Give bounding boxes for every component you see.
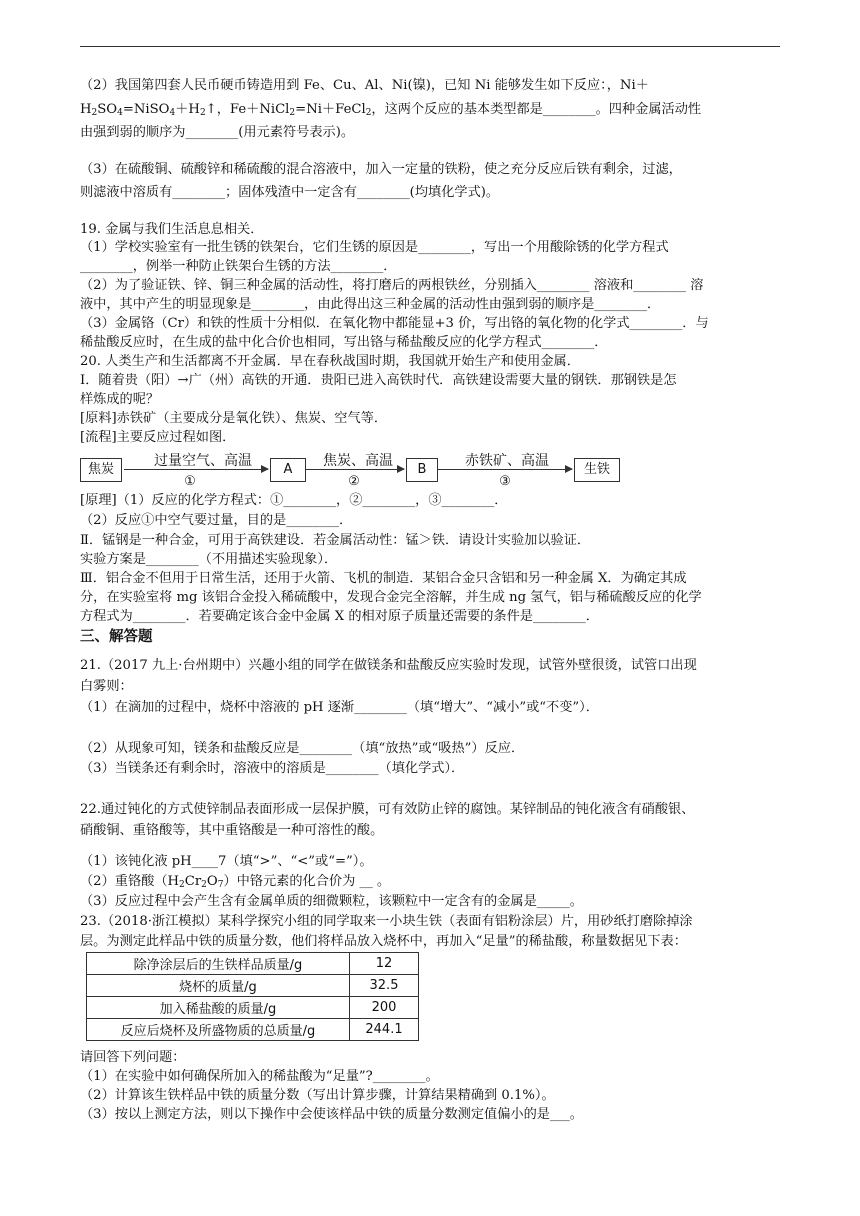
text-segment: O — [206, 874, 218, 889]
subscript: 4 — [169, 108, 176, 118]
subscript: 2 — [91, 108, 98, 118]
text-segment: H — [80, 102, 92, 117]
q20-part2-line2: 实验方案是________（不用描述实验现象）． — [80, 552, 338, 567]
q18-part3-line2: 则滤液中溶质有________；固体残渣中一定含有________(均填化学式)。 — [80, 185, 500, 200]
flow-box-b: B — [406, 458, 438, 482]
table-row — [87, 997, 419, 1019]
q18-part3-line1: （3）在硫酸铜、硫酸锌和稀硫酸的混合溶液中，加入一定量的铁粉，使之充分反应后铁有剩余，过滤， — [80, 162, 682, 177]
q22-part3: （3）反应过程中会产生含有金属单质的细微颗粒，该颗粒中一定含有的金属是_____。 — [80, 894, 583, 909]
q23-part3: （3）按以上测定方法，则以下操作中会使该样品中铁的质量分数测定值偏小的是___。 — [80, 1107, 583, 1122]
section-heading: 三、解答题 — [80, 629, 153, 645]
q19-part2-line1: （2）为了验证铁、锌、铜三种金属的活动性，将打磨后的两根铁丝，分别插入________ 溶液和________ 溶 — [80, 278, 704, 293]
q19-title: 19. 金属与我们生活息息相关． — [80, 222, 264, 237]
measurement-table — [86, 952, 419, 1041]
q22-line2: 硝酸铜、重铬酸等，其中重铬酸是一种可溶性的酸。 — [80, 823, 384, 838]
q23-prompt: 请回答下列问题： — [80, 1050, 186, 1065]
q19-part3-line1: （3）金属铬（Cr）和铁的性质十分相似．在氧化物中都能显+3 价，写出铬的氧化物的化学式________．与 — [80, 316, 709, 331]
q20-title: 20. 人类生产和生活都离不开金属．早在春秋战国时期，我国就开始生产和使用金属． — [80, 354, 580, 369]
flow-condition-3: 赤铁矿、高温 — [465, 453, 549, 469]
q22-line1: 22.通过钝化的方式使锌制品表面形成一层保护膜，可有效防止锌的腐蚀。某锌制品的钝化液含有硝酸银、 — [80, 802, 695, 817]
table-row — [87, 953, 419, 975]
subscript: 4 — [117, 108, 123, 118]
table-row — [87, 975, 419, 997]
q20-part3-line1: Ⅲ．铝合金不但用于日常生活，还用于火箭、飞机的制造．某铝合金只含铝和另一种金属 X．为确定其成 — [80, 571, 687, 586]
q20-materials: [原料]赤铁矿（主要成分是氧化铁）、焦炭、空气等． — [80, 411, 388, 426]
q20-part3-line3: 方程式为________．若要确定该合金中金属 X 的相对原子质量还需要的条件是________． — [80, 609, 599, 624]
q21-part3: （3）当镁条还有剩余时，溶液中的溶质是________（填化学式）． — [80, 761, 465, 776]
text-segment: SO — [97, 102, 118, 117]
text-segment: ＋H — [175, 102, 200, 117]
flow-box-coke: 焦炭 — [80, 458, 122, 482]
table-cell-value: 32.5 — [350, 975, 419, 997]
text-segment: =Ni＋FeCl — [295, 102, 366, 117]
flow-arrow-2 — [306, 469, 404, 470]
q20-process: [流程]主要反应过程如图． — [80, 430, 236, 445]
flow-box-a: A — [270, 458, 306, 482]
text-segment: ）中铬元素的化合价为 __ 。 — [223, 874, 391, 889]
subscript: 2 — [179, 880, 185, 890]
subscript: 2 — [365, 108, 372, 118]
q18-part2-line2 — [80, 100, 780, 119]
q20-part1-line2: 样炼成的呢？ — [80, 392, 160, 407]
q20-part1-line1: Ⅰ．随着贵（阳）→广（州）高铁的开通．贵阳已进入高铁时代．高铁建设需要大量的钢铁．那钢铁是怎 — [80, 373, 677, 388]
table-cell-value: 12 — [350, 953, 419, 975]
flow-box-pig-iron: 生铁 — [574, 458, 620, 482]
subscript: 2 — [289, 108, 296, 118]
q20-principle-1: [原理]（1）反应的化学方程式：①________，②________，③________． — [80, 493, 508, 508]
subscript: 2 — [201, 880, 207, 890]
flow-condition-2: 焦炭、高温 — [323, 453, 393, 469]
table-cell-label: 烧杯的质量/g — [87, 975, 350, 997]
q23-line1: 23.（2018·浙江模拟）某科学探究小组的同学取来一小块生铁（表面有铝粉涂层）片，用砂纸打磨除掉涂 — [80, 914, 693, 929]
table-cell-label: 除净涂层后的生铁样品质量/g — [87, 953, 350, 975]
flow-condition-1: 过量空气、高温 — [154, 453, 252, 469]
q22-part1: （1）该钝化液 pH____7（填“>”、“<”或“=”）。 — [80, 854, 373, 869]
table-cell-label: 反应后烧杯及所盛物质的总质量/g — [87, 1019, 350, 1041]
q19-part1-line1: （1）学校实验室有一批生锈的铁架台，它们生锈的原因是________，写出一个用酸除锈的化学方程式 — [80, 240, 669, 255]
q19-part2-line2: 液中，其中产生的明显现象是________，由此得出这三种金属的活动性由强到弱的顺序是________． — [80, 297, 661, 312]
table-cell-value: 200 — [350, 997, 419, 1019]
q19-part1-line2: ________，例举一种防止铁架台生锈的方法________． — [80, 259, 397, 274]
header-rule — [80, 46, 780, 47]
text-segment: =NiSO — [122, 102, 170, 117]
q23-line2: 层。为测定此样品中铁的质量分数，他们将样品放入烧杯中，再加入“足量”的稀盐酸，称量数据见下表： — [80, 934, 687, 949]
text-segment: Cr — [184, 874, 202, 889]
q20-principle-2: （2）反应①中空气要过量，目的是________． — [80, 513, 353, 528]
q19-part3-line2: 稀盐酸反应时，在生成的盐中化合价也相同，写出铬与稀盐酸反应的化学方程式________． — [80, 335, 608, 350]
q22-part2 — [80, 872, 780, 891]
q18-part2-line1: （2）我国第四套人民币硬币铸造用到 Fe、Cu、Al、Ni(镍)，已知 Ni 能够发生如下反应：，Ni＋ — [80, 78, 649, 93]
q23-part1: （1）在实验中如何确保所加入的稀盐酸为“足量”?________。 — [80, 1069, 439, 1084]
q18-part2-line3: 由强到弱的顺序为________(用元素符号表示)。 — [80, 125, 355, 140]
table-cell-value: 244.1 — [350, 1019, 419, 1041]
text-segment: （2）重铬酸（H — [80, 874, 180, 889]
q21-line1: 21.（2017 九上·台州期中）兴趣小组的同学在做镁条和盐酸反应实验时发现，试管外壁很烫，试管口出现 — [80, 658, 697, 673]
q23-part2: （2）计算该生铁样品中铁的质量分数（写出计算步骤，计算结果精确到 0.1%）。 — [80, 1088, 555, 1103]
flow-step-1: ① — [184, 474, 196, 489]
q21-line2: 白雾则： — [80, 679, 133, 694]
process-flow-diagram — [80, 450, 610, 490]
q20-part2-line1: Ⅱ．锰钢是一种合金，可用于高铁建设．若金属活动性：锰＞铁．请设计实验加以验证． — [80, 533, 591, 548]
q21-part2: （2）从现象可知，镁条和盐酸反应是________（填“放热”或“吸热”）反应． — [80, 741, 525, 756]
flow-arrow-1 — [124, 469, 268, 470]
table-cell-label: 加入稀盐酸的质量/g — [87, 997, 350, 1019]
q21-part1: （1）在滴加的过程中，烧杯中溶液的 pH 逐渐________（填“增大”、“减小”或“不变”）． — [80, 700, 599, 715]
flow-step-3: ③ — [499, 474, 511, 489]
flow-step-2: ② — [348, 474, 360, 489]
subscript: 7 — [217, 880, 224, 890]
q20-part3-line2: 分，在实验室将 mg 该铝合金投入稀硫酸中，发现合金完全溶解，并生成 ng 氢气，铝与稀硫酸反应的化学 — [80, 590, 702, 605]
subscript: 2 — [199, 108, 206, 118]
text-segment: ，这两个反应的基本类型都是________。四种金属活动性 — [371, 102, 702, 117]
flow-arrow-3 — [438, 469, 572, 470]
text-segment: ↑，Fe＋NiCl — [205, 102, 290, 117]
table-row — [87, 1019, 419, 1041]
measurement-table-body — [87, 953, 419, 1041]
